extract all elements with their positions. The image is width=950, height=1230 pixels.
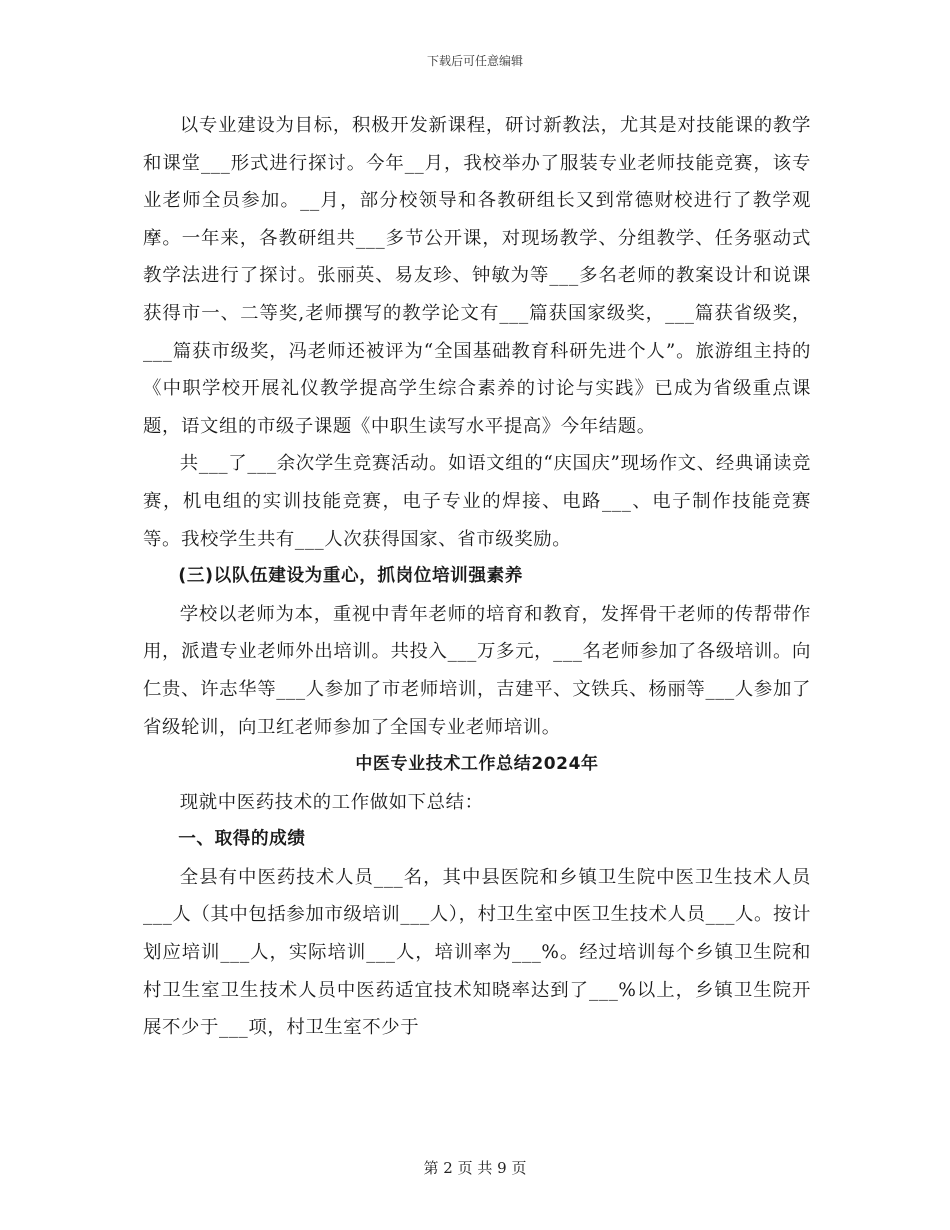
paragraph-intro: 现就中医药技术的工作做如下总结：: [179, 791, 484, 813]
section-heading-team-building: (三)以队伍建设为重心，抓岗位培训强素养: [178, 566, 523, 587]
document-title: 中医专业技术工作总结2024年: [355, 754, 599, 775]
paragraph-student-competitions: 共___了___余次学生竞赛活动。如语文组的“庆国庆”现场作文、经典诵读竞赛，机电组的实训技能竞赛，电子专业的焊接、电路___、电子制作技能竞赛等。我校学生共有___人次获得国家、省市级奖励。: [143, 453, 811, 550]
page-number: 第 2 页 共 9 页: [423, 1159, 527, 1177]
page-header: 下载后可任意编辑: [426, 54, 523, 68]
paragraph-teacher-training: 学校以老师为本，重视中青年老师的培育和教育，发挥骨干老师的传帮带作用，派遣专业老师外出培训。共投入___万多元，___名老师参加了各级培训。向仁贵、许志华等___人参加了市老师培训，吉建平、文铁兵、杨丽等___人参加了省级轮训，向卫红老师参加了全国专业老师培训。: [143, 603, 811, 738]
section-heading-achievements: 一、取得的成绩: [178, 829, 306, 850]
paragraph-staff-stats: 全县有中医药技术人员___名，其中县医院和乡镇卫生院中医卫生技术人员___人（其中包括参加市级培训___人），村卫生室中医卫生技术人员___人。按计划应培训___人，实际培训___人，培训率为___%。经过培训每个乡镇卫生院和村卫生室卫生技术人员中医药适宜技术知晓率达到了___%以上，乡镇卫生院开展不少于___项，村卫生室不少于: [143, 866, 811, 1039]
document-body: [143, 107, 811, 1047]
paragraph-curriculum: 以专业建设为目标，积极开发新课程，研讨新教法，尤其是对技能课的教学和课堂___形式进行探讨。今年__月，我校举办了服装专业老师技能竞赛，该专业老师全员参加。__月，部分校领导和各教研组长又到常德财校进行了教学观摩。一年来，各教研组共___多节公开课，对现场教学、分组教学、任务驱动式教学法进行了探讨。张丽英、易友珍、钟敏为等___多名老师的教案设计和说课获得市一、二等奖,老师撰写的教学论文有___篇获国家级奖，___篇获省级奖，___篇获市级奖，冯老师还被评为“全国基础教育科研先进个人”。旅游组主持的《中职学校开展礼仪教学提高学生综合素养的讨论与实践》已成为省级重点课题，语文组的市级子课题《中职生读写水平提高》今年结题。: [143, 115, 811, 437]
